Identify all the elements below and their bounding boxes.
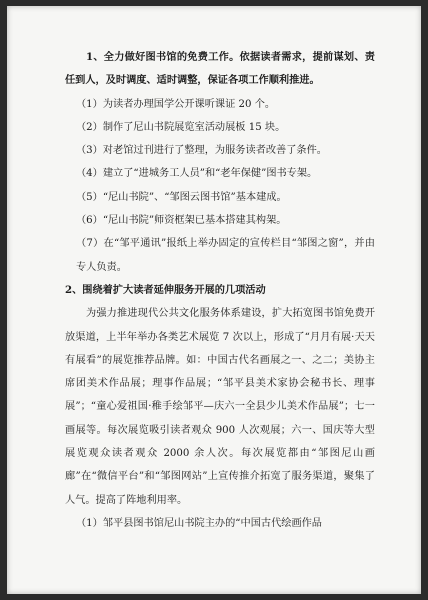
list-item-1: （1）为读者办理国学公开课听课证 20 个。 xyxy=(76,98,276,110)
list-item-5: （5）“尼山书院”、“邹图云图书馆”基本建成。 xyxy=(76,191,287,203)
list-item-7: （7）在“邹平通讯”报纸上举办固定的宣传栏目“邹图之窗”，并由专人负责。 xyxy=(76,238,375,273)
section-2-heading: 2、围绕着扩大读者延伸服务开展的几项活动 xyxy=(65,283,266,296)
list-item-4: （4）建立了“进城务工人员”和“老年保健”图书专架。 xyxy=(76,168,318,180)
list-item-3: （3）对老馆过刊进行了整理，为服务读者改善了条件。 xyxy=(76,145,327,157)
list-item-2: （2）制作了尼山书院展览室活动展板 15 块。 xyxy=(76,121,286,133)
list-item-6: （6）“尼山书院”师资框架已基本搭建其构架。 xyxy=(76,215,287,227)
section-1-heading: 1、全力做好图书馆的免费工作。依据读者需求，提前谋划、责任到人，及时调度、适时调整，保证各项工作顺利推进。 xyxy=(65,51,375,87)
document-body xyxy=(65,46,375,535)
document-page xyxy=(7,6,421,594)
list-item-8: （1）邹平县图书馆尼山书院主办的“中国古代绘画作品 xyxy=(76,517,322,529)
section-2-body: 为强力推进现代公共文化服务体系建设，扩大拓宽图书馆免费开放渠道，上半年举办各类艺术展览 7 次以上，形成了“月月有展·天天有展看”的展览推荐品牌。如：中国古代名画展之一、之二；美协主席团美术作品展；理事作品展；“邹平县美术家协会秘书长、理事展”；“童心爱祖国·稚手绘邹平—庆六一全县少儿美术作品展”；七一画展等。每次展览吸引读者观众 900 人次观展；六一、国庆等大型展览观众读者观众 2000 余人次。每次展览都由“邹图尼山画廊”在“微信平台”和“邹图网站”上宣传推介拓宽了服务渠道，聚集了人气。提高了阵地利用率。 xyxy=(65,308,375,506)
